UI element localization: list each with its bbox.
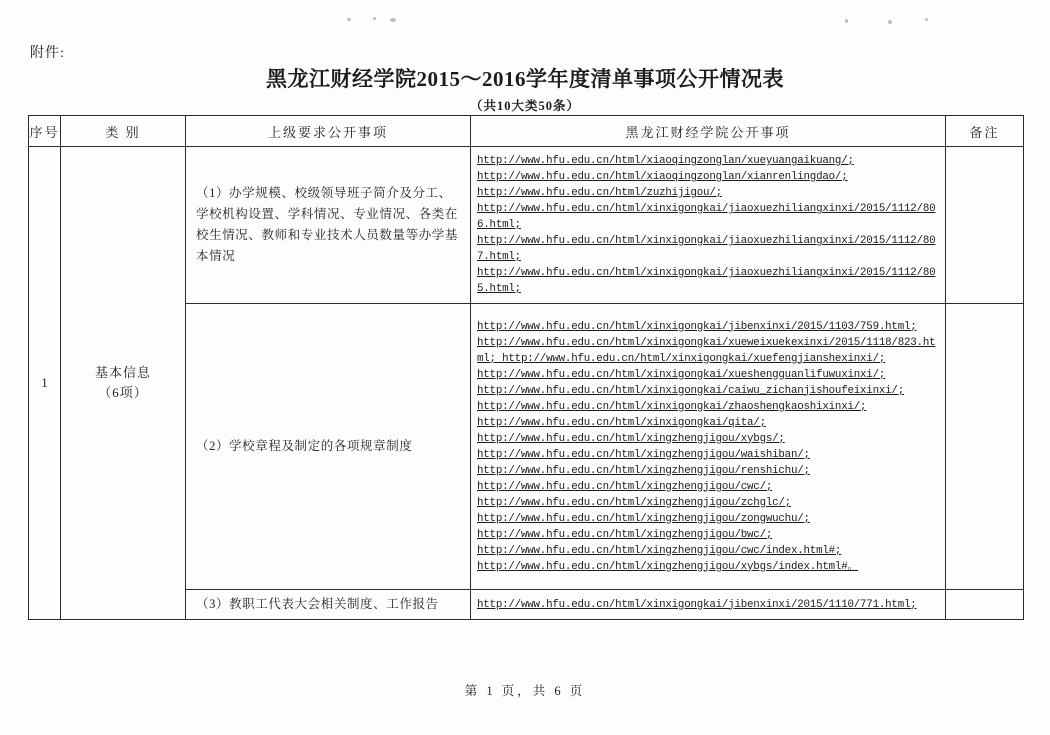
scan-speck <box>347 18 351 21</box>
url-link[interactable]: http://www.hfu.edu.cn/html/xingzhengjigou/xybgs/index.html#。 <box>477 560 859 573</box>
column-header-category: 类 别 <box>61 116 186 147</box>
column-header-remarks: 备注 <box>946 116 1024 147</box>
url-link[interactable]: http://www.hfu.edu.cn/html/xingzhengjigou/waishiban/; <box>477 448 810 461</box>
attachment-label: 附件: <box>30 46 65 61</box>
url-link[interactable]: http://www.hfu.edu.cn/html/xingzhengjigou/xybgs/; <box>477 432 785 445</box>
url-link[interactable]: http://www.hfu.edu.cn/html/xinxigongkai/zhaoshengkaoshixinxi/; <box>477 400 867 413</box>
column-header-disclosed-items: 黑龙江财经学院公开事项 <box>471 116 946 147</box>
url-link[interactable]: http://www.hfu.edu.cn/html/xiaoqingzonglan/xueyuangaikuang/; <box>477 155 854 167</box>
page-subtitle: （共10大类50条） <box>469 99 580 113</box>
url-link[interactable]: http://www.hfu.edu.cn/html/xingzhengjigou/cwc/index.html#; <box>477 544 842 557</box>
url-link[interactable]: http://www.hfu.edu.cn/html/zuzhijigou/; <box>477 187 722 199</box>
url-list-cell <box>471 147 946 304</box>
url-link[interactable]: http://www.hfu.edu.cn/html/xinxigongkai/xueweixuekexinxi/2015/1118/823.html; http://www.hfu.edu.cn/html/xinxigongkai/xuefengjianshexinxi/; <box>477 336 936 365</box>
url-link[interactable]: http://www.hfu.edu.cn/html/xiaoqingzonglan/xianrenlingdao/; <box>477 171 848 183</box>
requirement-cell: （2）学校章程及制定的各项规章制度 <box>186 304 471 590</box>
url-link[interactable]: http://www.hfu.edu.cn/html/xinxigongkai/jiaoxuezhiliangxinxi/2015/1112/807.html; <box>477 235 936 263</box>
category-count: （6项） <box>98 385 148 400</box>
url-list-cell <box>471 304 946 590</box>
url-link[interactable]: http://www.hfu.edu.cn/html/xinxigongkai/caiwu_zichanjishoufeixinxi/; <box>477 384 904 397</box>
url-list-cell <box>471 590 946 620</box>
url-link[interactable]: http://www.hfu.edu.cn/html/xingzhengjigou/bwc/; <box>477 528 773 541</box>
column-header-index: 序号 <box>29 116 61 147</box>
remark-cell <box>946 304 1024 590</box>
remark-cell <box>946 147 1024 304</box>
url-link[interactable]: http://www.hfu.edu.cn/html/xinxigongkai/xueshengguanlifuwuxinxi/; <box>477 368 886 381</box>
url-link[interactable]: http://www.hfu.edu.cn/html/xingzhengjigou/cwc/; <box>477 480 773 493</box>
url-link[interactable]: http://www.hfu.edu.cn/html/xingzhengjigou/renshichu/; <box>477 464 810 477</box>
requirement-cell: （1）办学规模、校级领导班子简介及分工、学校机构设置、学科情况、专业情况、各类在校生情况、教师和专业技术人员数量等办学基本情况 <box>186 147 471 304</box>
url-link[interactable]: http://www.hfu.edu.cn/html/xinxigongkai/jibenxinxi/2015/1110/771.html; <box>477 598 917 611</box>
url-link[interactable]: http://www.hfu.edu.cn/html/xinxigongkai/jiaoxuezhiliangxinxi/2015/1112/806.html; <box>477 203 936 231</box>
table-row <box>29 147 1024 304</box>
url-link[interactable]: http://www.hfu.edu.cn/html/xinxigongkai/qita/; <box>477 416 766 429</box>
url-link[interactable]: http://www.hfu.edu.cn/html/xinxigongkai/jibenxinxi/2015/1103/759.html; <box>477 320 917 333</box>
scan-speck <box>390 18 396 22</box>
scan-speck <box>925 18 928 21</box>
row-index-cell: 1 <box>29 147 61 620</box>
scan-speck <box>888 20 892 24</box>
url-link[interactable]: http://www.hfu.edu.cn/html/xingzhengjigou/zongwuchu/; <box>477 512 810 525</box>
scan-speck <box>845 19 848 23</box>
category-name: 基本信息 <box>94 365 151 380</box>
url-link[interactable]: http://www.hfu.edu.cn/html/xingzhengjigou/zchglc/; <box>477 496 791 509</box>
page-number-footer: 第 1 页，共 6 页 <box>464 684 586 698</box>
url-link[interactable]: http://www.hfu.edu.cn/html/xinxigongkai/jiaoxuezhiliangxinxi/2015/1112/805.html; <box>477 267 936 295</box>
category-cell <box>61 147 186 620</box>
requirement-cell: （3）教职工代表大会相关制度、工作报告 <box>186 590 471 620</box>
remark-cell <box>946 590 1024 620</box>
table-header-row <box>29 116 1024 147</box>
scan-speck <box>373 17 376 20</box>
disclosure-table <box>28 115 1024 620</box>
page-title: 黑龙江财经学院2015～2016学年度清单事项公开情况表 <box>266 67 784 91</box>
column-header-required-items: 上级要求公开事项 <box>186 116 471 147</box>
